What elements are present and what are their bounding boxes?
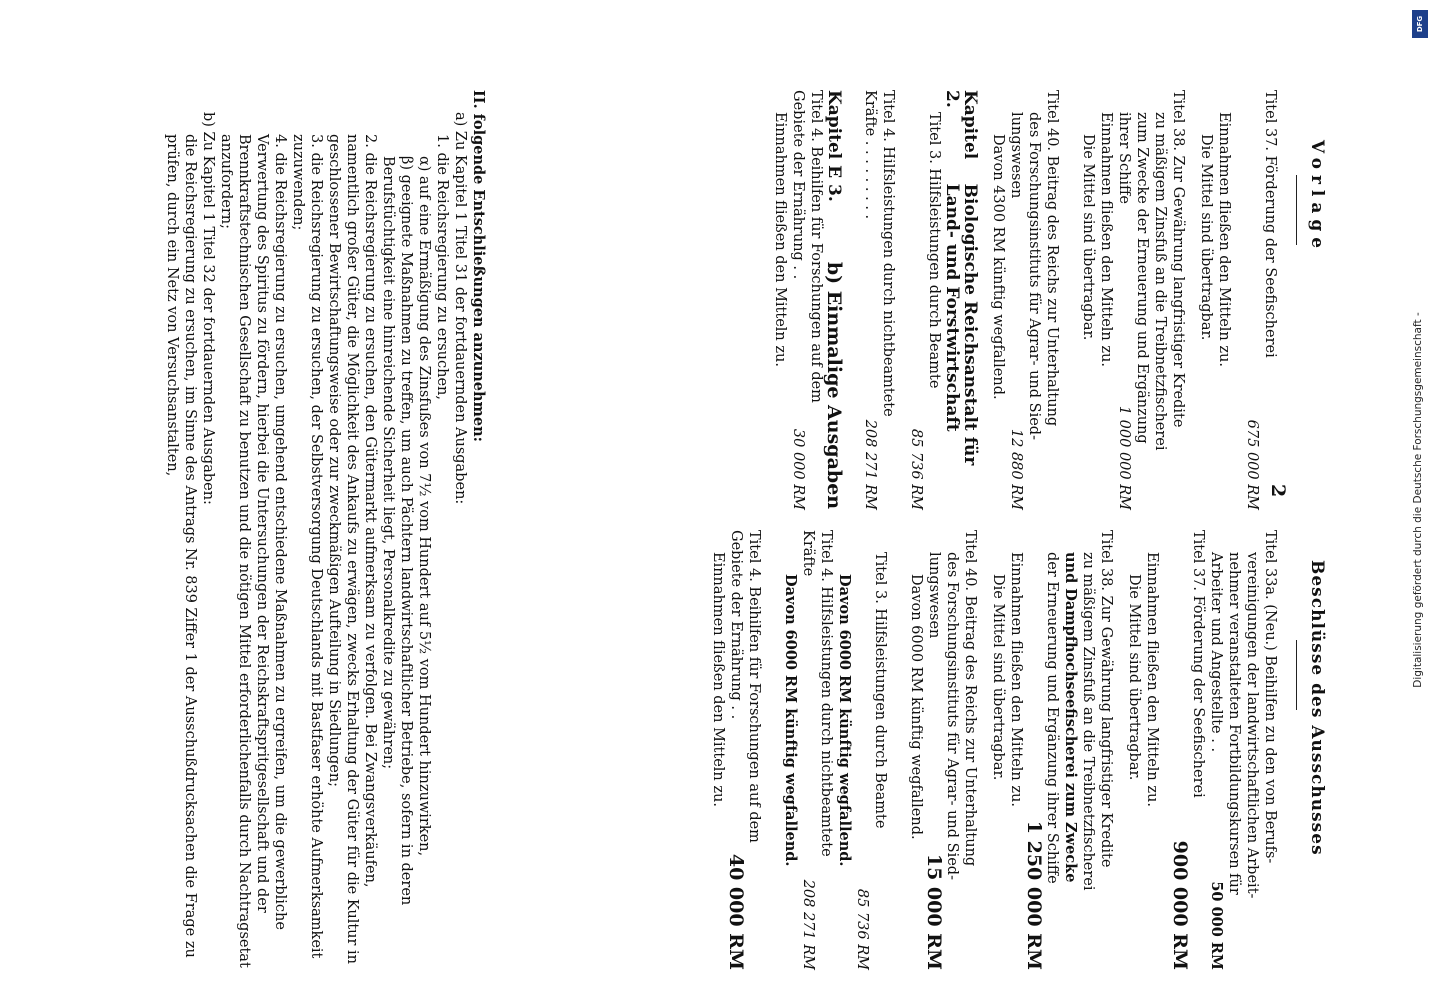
left-t37-note2: Die Mittel sind übertragbar. bbox=[1198, 134, 1214, 341]
right-k2-t3-label: Titel 3. Hilfsleistungen durch Beamte bbox=[872, 552, 888, 829]
right-t40-note1: Davon 6000 RM künftig wegfallend. bbox=[908, 574, 924, 840]
right-t33a-l4: Arbeiter und Angestellte . . bbox=[1208, 552, 1224, 753]
res-a: a) Zu Kapitel 1 Titel 31 der fortdauernden Ausgaben: bbox=[452, 112, 468, 505]
dfg-watermark-text: Digitalisierung gefördert durch die Deutsche Forschungsgemeinschaft - bbox=[1412, 312, 1424, 688]
left-t38-l3: zum Zwecke der Erneuerung und Ergänzung bbox=[1134, 112, 1150, 444]
dfg-badge-label: DFG bbox=[1416, 15, 1424, 33]
page-number: 2 bbox=[1267, 484, 1289, 498]
left-column bbox=[771, 90, 1279, 510]
left-t38-note1: Einnahmen fließen den Mitteln zu. bbox=[1098, 112, 1114, 367]
right-t38-l3: und Dampfhochseefischerei zum Zwecke bbox=[1062, 552, 1079, 883]
right-t33a-l2: vereinigungen der landwirtschaftlichen Arbeit- bbox=[1244, 552, 1260, 899]
heading-rule-left bbox=[1296, 175, 1297, 245]
right-t33a-amount: 50 000 RM bbox=[1208, 881, 1225, 970]
right-k2-t4-l1: Titel 4. Hilfsleistungen durch nichtbeamtete bbox=[818, 530, 834, 857]
left-t38-l2: zu mäßigem Zinsfuß an die Treibnetzfischerei bbox=[1152, 112, 1168, 451]
right-e3-t4-amount: 40 000 RM bbox=[725, 853, 747, 970]
right-t33a-l1: Titel 33a. (Neu.) Beihilfen zu den von Berufs- bbox=[1262, 530, 1278, 864]
left-e3-t4-l1: Titel 4. Beihilfen für Forschungen auf dem bbox=[808, 90, 824, 403]
res-a2: 2. die Reichsregierung zu ersuchen, den Gütermarkt aufmerksam zu verfolgen. Bei Zwangsverkäufen, namentlich großer Güter, die Möglichkeit des Ankaufs zu erwägen, zwecks Erhaltung der Güter für die Kultur in geschlossener Bewirtschaftungsweise oder zur zweckmäßigen Aufteilung in Siedlungen; bbox=[326, 134, 378, 965]
left-e3-t4-amount: 30 000 RM bbox=[790, 428, 806, 510]
left-t38-l4: ihrer Schiffe bbox=[1116, 112, 1132, 204]
right-t37-label: Titel 37. Förderung der Seefischerei bbox=[1190, 530, 1206, 798]
right-k2-t3-note: Davon 6000 RM künftig wegfallend. bbox=[836, 574, 853, 867]
left-k2-t3-amount: 85 736 RM bbox=[908, 428, 924, 510]
res-a1-beta: β) geeignete Maßnahmen zu treffen, um auch Pächtern landwirtschaftlicher Betriebe, sofern in deren Berufstüchtigkeit eine hinreichende Sicherheit liegt, Personalkredite zu gewähren; bbox=[380, 156, 414, 906]
res-b-text: die Reichsregierung zu ersuchen, im Sinne des Antrags Nr. 839 Ziffer 1 der Ausschußdrucksachen die Frage zu prüfen, durch ein Netz von Versuchsanstalten, bbox=[164, 134, 198, 958]
left-t37-note1: Einnahmen fließen den Mitteln zu. bbox=[1216, 112, 1232, 367]
resolutions-block bbox=[163, 90, 487, 970]
right-e3-t4-l1: Titel 4. Beihilfen für Forschungen auf dem bbox=[746, 530, 762, 843]
right-t37-note1: Einnahmen fließen den Mitteln zu. bbox=[1144, 552, 1160, 807]
left-t37-label: Titel 37. Förderung der Seefischerei bbox=[1262, 90, 1278, 358]
left-t40-l2: des Forschungsinstituts für Agrar- und Sied- bbox=[1026, 112, 1042, 440]
left-t40-note1: Davon 4300 RM künftig wegfallend. bbox=[990, 134, 1006, 400]
res-b: b) Zu Kapitel 1 Titel 32 der fortdauernden Ausgaben: bbox=[200, 112, 216, 505]
res-a4: 4. die Reichsregierung zu ersuchen, umgehend entschiedene Maßnahmen zu ergreifen, um die gewerbliche Verwertung des Spiritus zu fördern, hierbei die Untersuchungen der Reichskraftspritgesellschaft und der Brennkraftstechnischen Gesellschaft zu benutzen und die nötigen Mittel erforderlichenfalls durch Nachtragsetat anzufordern; bbox=[218, 134, 288, 968]
left-t38-note2: Die Mittel sind übertragbar. bbox=[1080, 134, 1096, 341]
left-e3-t4-l2: Gebiete der Ernährung . . bbox=[790, 90, 806, 280]
left-t40-l1: Titel 40. Beitrag des Reichs zur Unterhaltung bbox=[1044, 90, 1060, 427]
left-k2-t4-l1: Titel 4. Hilfsleistungen durch nichtbeamtete bbox=[880, 90, 896, 417]
left-t37-amount: 675 000 RM bbox=[1244, 419, 1260, 510]
right-k2-t4-l2: Kräfte bbox=[800, 530, 816, 577]
left-kap2-title: Biologische Reichsanstalt für Land- und Forstwirtschaft bbox=[942, 183, 980, 466]
right-t37-note2: Die Mittel sind übertragbar. bbox=[1126, 574, 1142, 781]
right-e3-t4-l2: Gebiete der Ernährung . . bbox=[728, 530, 744, 720]
left-e3-t4-note1: Einnahmen fließen den Mitteln zu. bbox=[772, 112, 788, 367]
right-column bbox=[709, 530, 1279, 970]
res-a3: 3. die Reichsregierung zu ersuchen, der Selbstversorgung Deutschlands mit Bastfaser erhöhte Aufmerksamkeit zuzuwenden; bbox=[290, 134, 324, 959]
right-k2-t3-amount: 85 736 RM bbox=[854, 888, 870, 970]
left-k2-t4-l2: Kräfte . . . . . . . . . bbox=[862, 90, 878, 220]
left-t40-l3: lungswesen bbox=[1008, 112, 1024, 199]
heading-beschluesse: Beschlüsse des Ausschusses bbox=[1307, 560, 1327, 856]
right-t38-note1: Einnahmen fließen den Mitteln zu. bbox=[1008, 552, 1024, 807]
left-kapE3-label: Kapitel E 3. bbox=[824, 90, 844, 202]
res-a1: 1. die Reichsregierung zu ersuchen, bbox=[434, 134, 450, 400]
heading-vorlage: Vorlage bbox=[1307, 140, 1327, 255]
dfg-logo-icon bbox=[1412, 10, 1428, 38]
right-t38-note2: Die Mittel sind übertragbar. bbox=[990, 574, 1006, 781]
right-t37-amount: 900 000 RM bbox=[1169, 840, 1191, 970]
right-t38-amount: 1 250 000 RM bbox=[1023, 820, 1045, 970]
left-t38-l1: Titel 38. Zur Gewährung langfristiger Kredite bbox=[1170, 90, 1186, 428]
res-intro: II. folgende Entschließungen anzunehmen: bbox=[470, 90, 487, 443]
left-k2-t4-amount: 208 271 RM bbox=[862, 419, 878, 510]
right-t38-l1: Titel 38. Zur Gewährung langfristiger Kredite bbox=[1098, 530, 1114, 868]
left-k2-t3-label: Titel 3. Hilfsleistungen durch Beamte bbox=[926, 112, 942, 389]
right-t38-l4: der Erneuerung und Ergänzung ihrer Schiffe bbox=[1044, 552, 1060, 884]
heading-rule-right bbox=[1296, 640, 1297, 710]
left-t38-amount: 1 000 000 RM bbox=[1116, 405, 1132, 510]
right-t33a-l3: nehmer veranstalteten Fortbildungskursen für bbox=[1226, 552, 1242, 895]
right-e3-t4-note1: Einnahmen fließen den Mitteln zu. bbox=[710, 552, 726, 807]
right-t40-l1: Titel 40. Beitrag des Reichs zur Unterhaltung bbox=[962, 530, 978, 867]
left-kapE3-title: b) Einmalige Ausgaben bbox=[823, 261, 845, 510]
right-t40-amount: 15 000 RM bbox=[923, 853, 945, 970]
left-kap2-label: Kapitel 2. bbox=[942, 90, 980, 160]
right-k2-t4-amount: 208 271 RM bbox=[800, 879, 816, 970]
right-k2-t4-note: Davon 6000 RM künftig wegfallend. bbox=[782, 574, 799, 867]
right-t40-l3: lungswesen bbox=[926, 552, 942, 639]
res-a1-alpha: α) auf eine Ermäßigung des Zinsfußes von 7½ vom Hundert auf 5½ vom Hundert hinzuwirken, bbox=[416, 156, 432, 857]
rotated-document bbox=[67, 0, 1367, 1000]
left-t40-amount: 12 880 RM bbox=[1008, 428, 1024, 510]
right-t38-l2: zu mäßigem Zinsfuß an die Treibnetzfischerei bbox=[1080, 552, 1096, 891]
right-t40-l2: des Forschungsinstituts für Agrar- und Sied- bbox=[944, 552, 960, 880]
